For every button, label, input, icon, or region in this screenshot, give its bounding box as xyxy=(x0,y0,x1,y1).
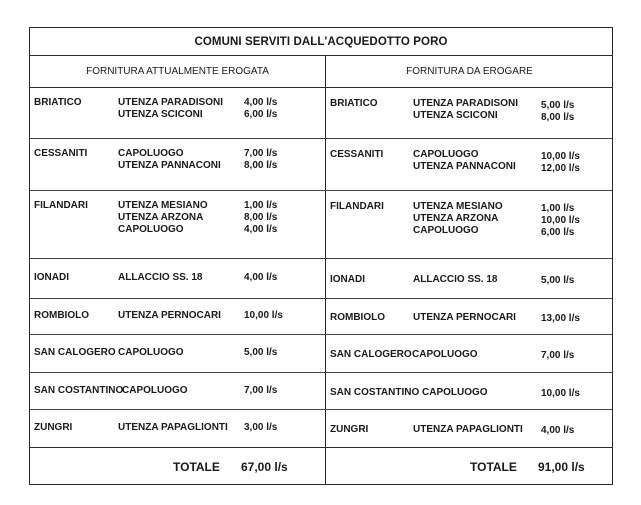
flow-future-line: 5,00 l/s xyxy=(541,275,575,286)
flow-current-line: 10,00 l/s xyxy=(244,310,283,321)
comune-name-current: ROMBIOLO xyxy=(34,310,89,321)
row-divider xyxy=(30,190,612,191)
flow-current-line: 8,00 l/s xyxy=(244,212,278,223)
row-divider xyxy=(30,138,612,139)
row-divider xyxy=(30,334,612,335)
row-divider xyxy=(30,258,612,259)
flow-future-line: 8,00 l/s xyxy=(541,112,575,123)
utenza-current-line: CAPOLUOGO xyxy=(122,385,188,396)
utenza-current-line: CAPOLUOGO xyxy=(118,224,184,235)
flow-future-line: 10,00 l/s xyxy=(541,151,580,162)
total-label-future: TOTALE xyxy=(470,460,517,474)
utenza-future-line: UTENZA PAPAGLIONTI xyxy=(413,424,523,435)
utenza-current xyxy=(118,97,223,121)
utenza-current-line: UTENZA PERNOCARI xyxy=(118,310,221,321)
comune-name-future: SAN CALOGERO xyxy=(330,349,412,360)
comune-name-future: BRIATICO xyxy=(330,98,378,109)
comune-name-current: IONADI xyxy=(34,272,69,283)
flow-current-line: 7,00 l/s xyxy=(244,148,278,159)
flow-future xyxy=(541,100,574,124)
comune-name-future: FILANDARI xyxy=(330,201,384,212)
flow-current xyxy=(244,310,283,322)
flow-current xyxy=(244,347,277,359)
flow-current-line: 3,00 l/s xyxy=(244,422,278,433)
comune-name-current: SAN CALOGERO xyxy=(34,347,116,358)
flow-current xyxy=(244,200,277,236)
utenza-future-line: CAPOLUOGO xyxy=(412,349,478,360)
total-value-current: 67,00 l/s xyxy=(241,460,288,474)
flow-future-line: 12,00 l/s xyxy=(541,163,580,174)
flow-future-line: 7,00 l/s xyxy=(541,350,575,361)
utenza-future xyxy=(413,149,516,173)
utenza-future xyxy=(413,201,503,237)
flow-future xyxy=(541,388,580,400)
flow-current-line: 4,00 l/s xyxy=(244,272,278,283)
flow-future-line: 4,00 l/s xyxy=(541,425,575,436)
comune-name-future: CESSANITI xyxy=(330,149,384,160)
utenza-future xyxy=(422,387,488,399)
flow-current-line: 8,00 l/s xyxy=(244,160,278,171)
utenza-future-line: CAPOLUOGO xyxy=(422,387,488,398)
utenza-current-line: UTENZA PAPAGLIONTI xyxy=(118,422,228,433)
comune-name-current: SAN COSTANTINO xyxy=(34,385,124,396)
utenza-current xyxy=(122,385,188,397)
flow-current xyxy=(244,272,277,284)
total-value-future: 91,00 l/s xyxy=(538,460,585,474)
utenza-current-line: UTENZA SCICONI xyxy=(118,109,203,120)
utenza-future-line: UTENZA PERNOCARI xyxy=(413,312,516,323)
comune-name-future: ROMBIOLO xyxy=(330,312,385,323)
flow-future xyxy=(541,313,580,325)
table-title: COMUNI SERVITI DALL'ACQUEDOTTO PORO xyxy=(30,28,612,56)
utenza-future-line: CAPOLUOGO xyxy=(413,225,479,236)
flow-future xyxy=(541,203,580,239)
comune-name-current: CESSANITI xyxy=(34,148,88,159)
total-label-current: TOTALE xyxy=(173,460,220,474)
utenza-current xyxy=(118,347,184,359)
utenza-current xyxy=(118,422,228,434)
flow-current-line: 4,00 l/s xyxy=(244,224,278,235)
comune-name-future: SAN COSTANTINO xyxy=(330,387,420,398)
utenza-current-line: UTENZA ARZONA xyxy=(118,212,204,223)
flow-future xyxy=(541,151,580,175)
utenza-future xyxy=(413,312,516,324)
utenza-current-line: ALLACCIO SS. 18 xyxy=(118,272,203,283)
flow-future xyxy=(541,350,574,362)
flow-current-line: 7,00 l/s xyxy=(244,385,278,396)
utenza-future xyxy=(413,274,497,286)
flow-future-line: 5,00 l/s xyxy=(541,100,575,111)
row-divider xyxy=(30,447,612,448)
flow-future xyxy=(541,275,574,287)
flow-current xyxy=(244,385,277,397)
comune-name-future: ZUNGRI xyxy=(330,424,369,435)
flow-current-line: 4,00 l/s xyxy=(244,97,278,108)
utenza-future-line: ALLACCIO SS. 18 xyxy=(413,274,498,285)
utenza-current-line: UTENZA PARADISONI xyxy=(118,97,223,108)
utenza-current xyxy=(118,200,208,236)
utenza-future-line: UTENZA SCICONI xyxy=(413,110,498,121)
flow-future-line: 6,00 l/s xyxy=(541,227,575,238)
utenza-current-line: UTENZA MESIANO xyxy=(118,200,208,211)
utenza-future-line: UTENZA PARADISONI xyxy=(413,98,518,109)
header-divider xyxy=(30,87,612,88)
utenza-future xyxy=(412,349,478,361)
utenza-future-line: UTENZA ARZONA xyxy=(413,213,499,224)
flow-future-line: 10,00 l/s xyxy=(541,388,580,399)
utenza-future xyxy=(413,424,523,436)
utenza-future-line: UTENZA MESIANO xyxy=(413,201,503,212)
comune-name-future: IONADI xyxy=(330,274,365,285)
header-future-supply: FORNITURA DA EROGARE xyxy=(406,65,533,77)
flow-future-line: 10,00 l/s xyxy=(541,215,580,226)
comune-name-current: ZUNGRI xyxy=(34,422,73,433)
flow-current xyxy=(244,422,277,434)
utenza-current xyxy=(118,148,221,172)
column-divider xyxy=(325,55,326,485)
utenza-current-line: UTENZA PANNACONI xyxy=(118,160,221,171)
flow-current-line: 6,00 l/s xyxy=(244,109,278,120)
comune-name-current: FILANDARI xyxy=(34,200,88,211)
row-divider xyxy=(30,372,612,373)
flow-future-line: 13,00 l/s xyxy=(541,313,580,324)
utenza-current-line: CAPOLUOGO xyxy=(118,347,184,358)
water-supply-table xyxy=(29,27,613,485)
utenza-future-line: CAPOLUOGO xyxy=(413,149,479,160)
utenza-future xyxy=(413,98,518,122)
flow-current-line: 1,00 l/s xyxy=(244,200,278,211)
flow-future xyxy=(541,425,574,437)
utenza-current xyxy=(118,272,202,284)
row-divider xyxy=(30,409,612,410)
flow-current xyxy=(244,97,277,121)
flow-current xyxy=(244,148,277,172)
utenza-current xyxy=(118,310,221,322)
flow-future-line: 1,00 l/s xyxy=(541,203,575,214)
utenza-current-line: CAPOLUOGO xyxy=(118,148,184,159)
row-divider xyxy=(30,298,612,299)
header-current-supply: FORNITURA ATTUALMENTE EROGATA xyxy=(86,65,269,77)
comune-name-current: BRIATICO xyxy=(34,97,82,108)
flow-current-line: 5,00 l/s xyxy=(244,347,278,358)
utenza-future-line: UTENZA PANNACONI xyxy=(413,161,516,172)
